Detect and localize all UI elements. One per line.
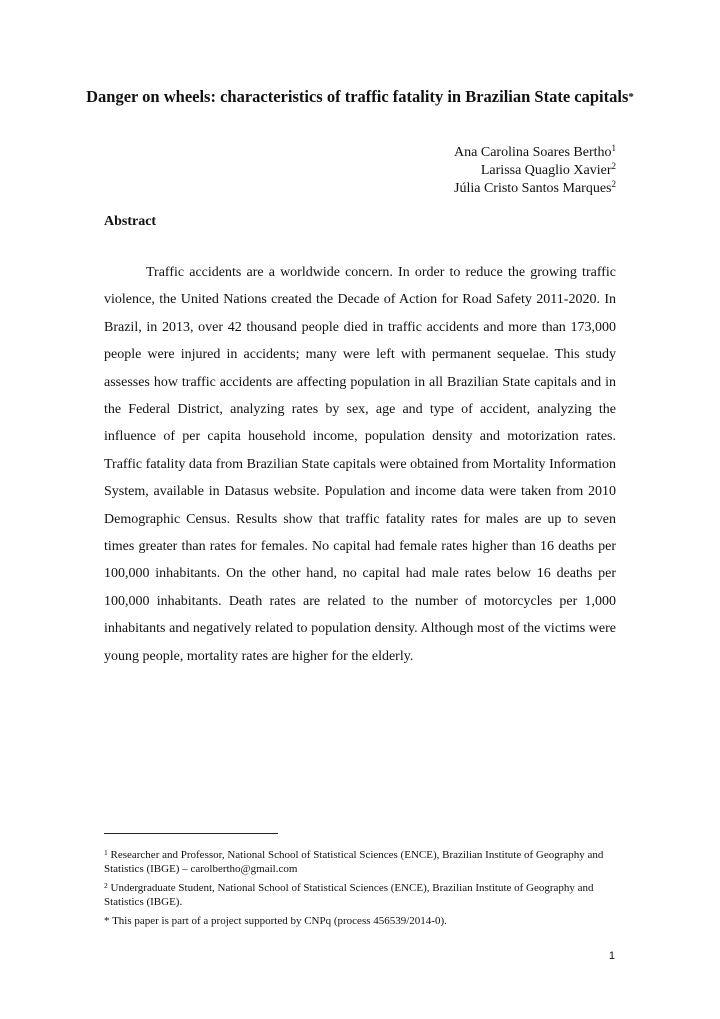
- author-affiliation-mark: 1: [611, 143, 616, 153]
- footnote-text: This paper is part of a project supported by CNPq (process 456539/2014-0).: [112, 915, 447, 927]
- author-affiliation-mark: 2: [611, 161, 616, 171]
- footnote-mark: 1: [104, 848, 108, 857]
- footnote-divider: [104, 833, 278, 834]
- author-1: [454, 144, 616, 162]
- footnote-mark: 2: [104, 881, 108, 890]
- footnote-1: [104, 848, 616, 876]
- paper-title: [80, 86, 640, 108]
- title-footnote-marker: *: [628, 91, 634, 103]
- page-number: 1: [608, 950, 615, 962]
- author-name: Ana Carolina Soares Bertho: [454, 145, 612, 160]
- footnote-3: [104, 914, 616, 928]
- footnote-text: Researcher and Professor, National School of Statistical Sciences (ENCE), Brazilian Institute of Geography and Statistics (IBGE) – carolbertho@gmail.com: [104, 849, 604, 875]
- author-2: [454, 162, 616, 180]
- footnote-2: [104, 881, 616, 909]
- author-3: [454, 180, 616, 198]
- abstract-heading: Abstract: [104, 214, 157, 229]
- title-text: Danger on wheels: characteristics of traffic fatality in Brazilian State capitals: [86, 87, 629, 106]
- footnote-mark: *: [104, 915, 110, 927]
- abstract-paragraph: Traffic accidents are a worldwide concern. In order to reduce the growing traffic violence, the United Nations created the Decade of Action for Road Safety 2011-2020. In Brazil, in 2013, over 42 thousand people died in traffic accidents and more than 173,000 people were injured in accidents; many were left with permanent sequelae. This study assesses how traffic accidents are affecting population in all Brazilian State capitals and in the Federal District, analyzing rates by sex, age and type of accident, analyzing the influence of per capita household income, population density and motorization rates. Traffic fatality data from Brazilian State capitals were obtained from Mortality Information System, available in Datasus website. Population and income data were taken from 2010 Demographic Census. Results show that traffic fatality rates for males are up to seven times greater than rates for females. No capital had female rates higher than 16 deaths per 100,000 inhabitants. On the other hand, no capital had male rates below 16 deaths per 100,000 inhabitants. Death rates are related to the number of motorcycles per 1,000 inhabitants and negatively related to population density. Although most of the victims were young people, mortality rates are higher for the elderly.: [104, 265, 616, 664]
- footnote-text: Undergraduate Student, National School of Statistical Sciences (ENCE), Brazilian Institute of Geography and Statistics (IBGE).: [104, 882, 594, 908]
- footnote-list: [104, 848, 616, 933]
- author-name: Larissa Quaglio Xavier: [480, 163, 612, 178]
- author-list: [454, 144, 616, 198]
- author-affiliation-mark: 2: [611, 179, 616, 189]
- author-name: Júlia Cristo Santos Marques: [454, 181, 612, 196]
